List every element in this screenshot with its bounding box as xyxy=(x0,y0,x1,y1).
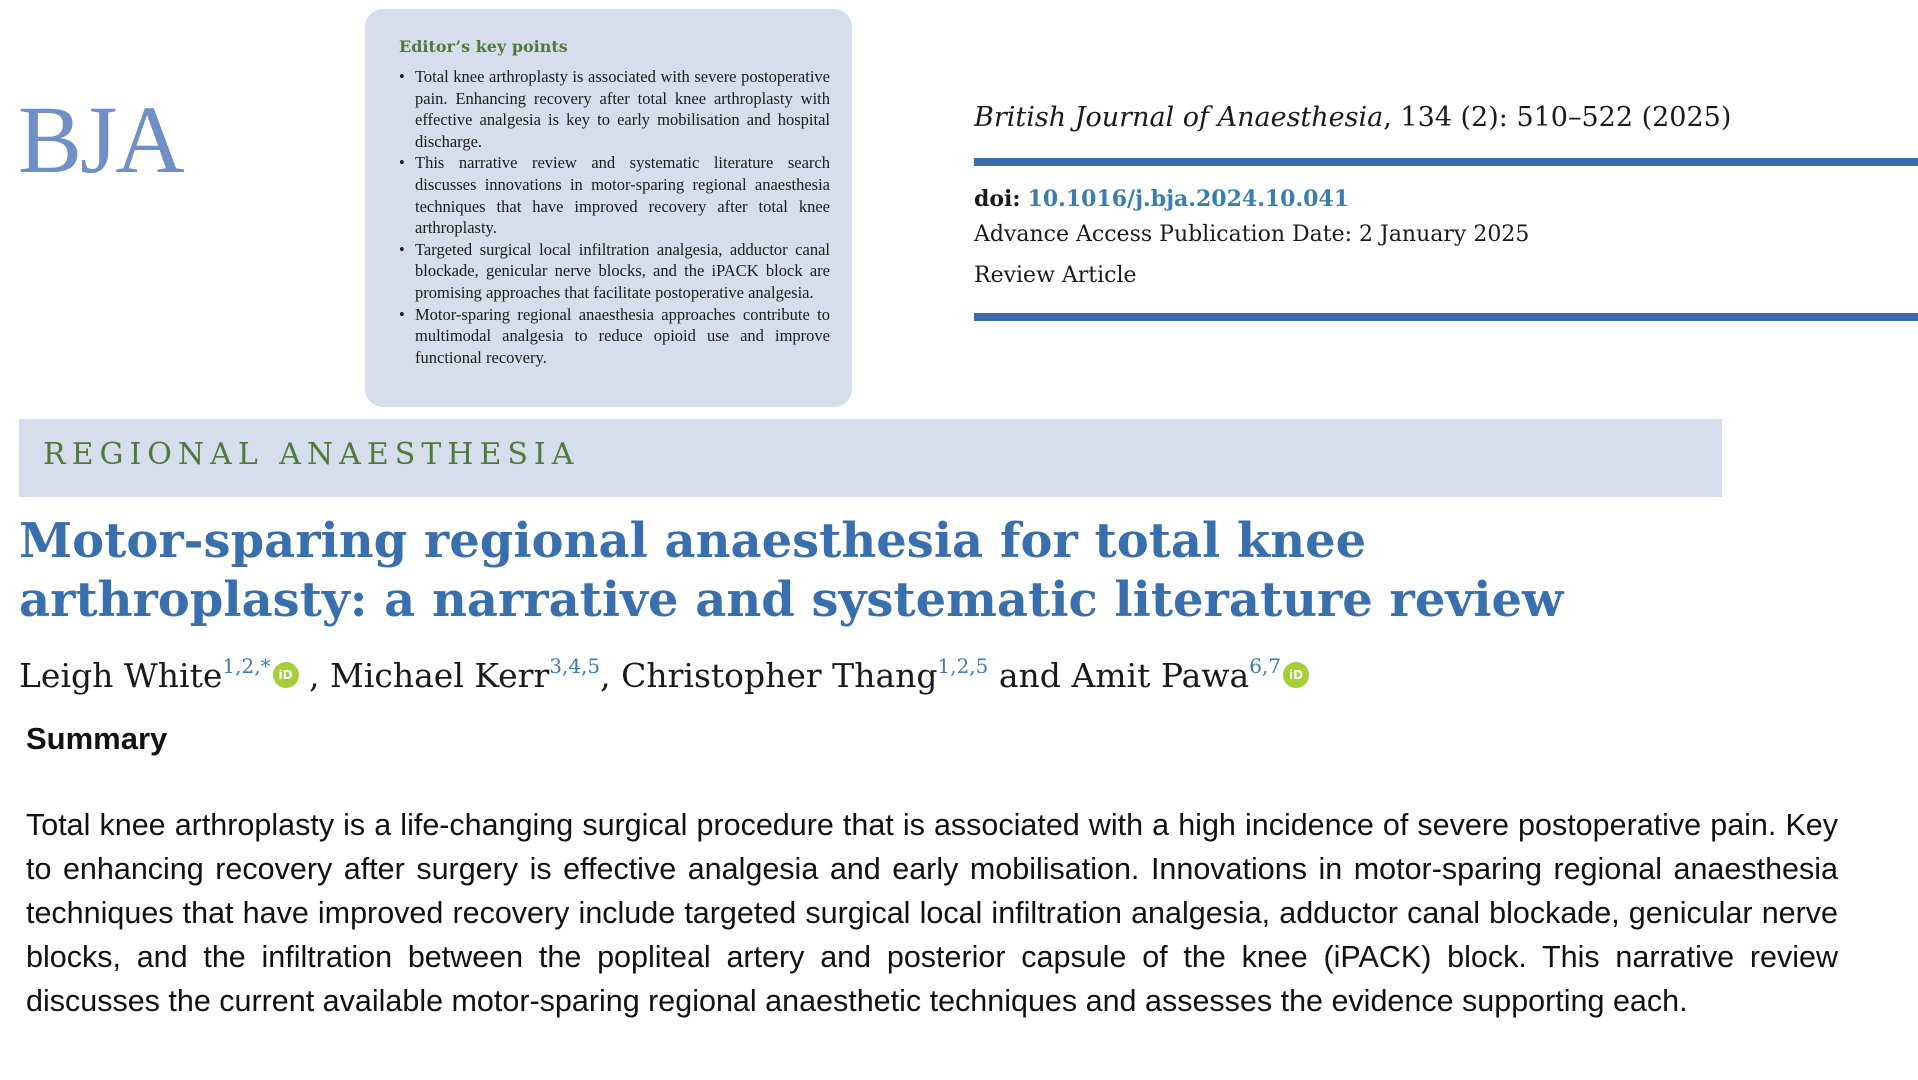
key-point-item: • Targeted surgical local infiltration analgesia, adductor canal blockade, genicular nerve blocks, and the iPACK block are promising approaches that facilitate postoperative analgesia. xyxy=(399,239,830,302)
article-title: Motor-sparing regional anaesthesia for total knee arthroplasty: a narrative and systematic literature review xyxy=(19,513,1564,628)
article-type: Review Article xyxy=(974,263,1137,288)
header-rule-bottom xyxy=(974,313,1918,321)
journal-volume-pages: , 134 (2): 510–522 (2025) xyxy=(1383,102,1732,133)
bullet-icon: • xyxy=(399,67,405,86)
bullet-icon: • xyxy=(399,304,405,324)
author-separator: , xyxy=(600,656,622,695)
doi-link[interactable]: 10.1016/j.bja.2024.10.041 xyxy=(1027,186,1350,212)
summary-text: Total knee arthroplasty is a life-changing surgical procedure that is associated with a high incidence of severe postoperative pain. Key to enhancing recovery after surgery is effective analgesia and early mobilisation. Innovations in motor-sparing regional anaesthesia techniques that have improved recovery include targeted surgical local infiltration analgesia, adductor canal blockade, genicular nerve blocks, and the infiltration between the popliteal artery and posterior capsule of the knee (iPACK) block. This narrative review discusses the current available motor-sparing regional anaesthetic techniques and assesses the evidence supporting each. xyxy=(26,808,1838,1018)
doi-line xyxy=(974,186,1349,212)
key-point-item: • Total knee arthroplasty is associated with severe postoperative pain. Enhancing recovery after total knee arthroplasty with effective analgesia is key to early mobilisation and hospital discharge. xyxy=(399,67,830,151)
author-separator: and xyxy=(988,656,1072,695)
journal-logo: BJA xyxy=(18,86,183,193)
summary-heading: Summary xyxy=(26,721,168,756)
author-affiliation[interactable]: 1,2,5 xyxy=(937,654,989,678)
orcid-icon[interactable]: iD xyxy=(273,662,299,688)
author-affiliation[interactable]: 6,7 xyxy=(1249,654,1281,678)
key-point-item: • This narrative review and systematic literature search discusses innovations in motor-sparing regional anaesthesia techniques that have improved recovery after total knee arthroplasty. xyxy=(399,153,830,238)
key-point-item: • Motor-sparing regional anaesthesia approaches contribute to multimodal analgesia to reduce opioid use and improve functional recovery. xyxy=(399,304,830,367)
section-banner xyxy=(19,419,1722,497)
section-label: REGIONAL ANAESTHESIA xyxy=(43,437,580,472)
doi-label: doi: xyxy=(974,186,1021,212)
author-affiliation[interactable]: 3,4,5 xyxy=(549,654,601,678)
author-name[interactable]: Christopher Thang xyxy=(621,656,938,695)
author-list xyxy=(19,656,1309,695)
author-separator: , xyxy=(298,656,331,695)
author-name[interactable]: Michael Kerr xyxy=(330,656,550,695)
key-points-title: Editor’s key points xyxy=(399,37,568,56)
author-name[interactable]: Amit Pawa xyxy=(1071,656,1250,695)
bullet-icon: • xyxy=(399,239,405,259)
editors-key-points-box xyxy=(365,9,852,407)
journal-name: British Journal of Anaesthesia xyxy=(974,102,1384,133)
journal-citation xyxy=(974,102,1731,133)
author-affiliation[interactable]: 1,2,* xyxy=(222,654,271,678)
bullet-icon: • xyxy=(399,153,405,173)
publication-date: Advance Access Publication Date: 2 January 2025 xyxy=(974,222,1530,247)
author-name[interactable]: Leigh White xyxy=(19,656,223,695)
orcid-icon[interactable]: iD xyxy=(1283,662,1309,688)
key-points-list xyxy=(399,66,830,368)
header-rule-top xyxy=(974,158,1918,166)
